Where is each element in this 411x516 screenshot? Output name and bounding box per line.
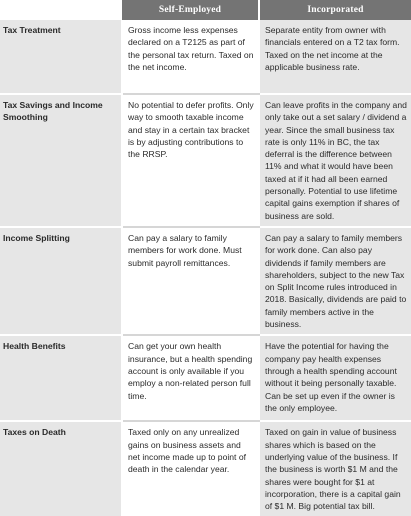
header-blank-cell bbox=[0, 0, 122, 20]
row-label: Taxes on Death bbox=[0, 421, 122, 516]
header-self-employed: Self-Employed bbox=[122, 0, 259, 20]
table-row bbox=[0, 421, 411, 516]
table-row bbox=[0, 20, 411, 94]
header-incorporated: Incorporated bbox=[259, 0, 411, 20]
row-label: Tax Treatment bbox=[0, 20, 122, 94]
table-row bbox=[0, 94, 411, 227]
incorporated-cell: Can leave profits in the company and only take out a set salary / dividend a year. Since the small business tax rate is only 11% in BC, the tax deferral is the difference between 11% and what it would have been taxed at if it had all been earned personally. Potential to use lifetime capital gains exemption if shares of business are sold. bbox=[259, 94, 411, 227]
self-employed-cell: Taxed only on any unrealized gains on business assets and net income made up to point of death in the calendar year. bbox=[122, 421, 259, 516]
self-employed-cell: Can pay a salary to family members for work done. Must submit payroll remittances. bbox=[122, 227, 259, 335]
self-employed-cell: Can get your own health insurance, but a health spending account is only available if you employ a non-related person full time. bbox=[122, 335, 259, 421]
incorporated-cell: Have the potential for having the company pay health expenses through a health spending account without it being personally taxable. Can be set up even if the owner is the only employee. bbox=[259, 335, 411, 421]
table-header-row bbox=[0, 0, 411, 20]
table-row bbox=[0, 227, 411, 335]
table-row bbox=[0, 335, 411, 421]
incorporated-cell: Taxed on gain in value of business shares which is based on the underlying value of the business. If the business is worth $1 M and the shares were bought for $1 at incorporation, there is a capital gain of $1 M. Big potential tax bill. bbox=[259, 421, 411, 516]
incorporated-cell: Separate entity from owner with financials entered on a T2 tax form. Taxed on the net income at the applicable business rate. bbox=[259, 20, 411, 94]
self-employed-cell: Gross income less expenses declared on a T2125 as part of the personal tax return. Taxed on the net income. bbox=[122, 20, 259, 94]
incorporated-cell: Can pay a salary to family members for work done. Can also pay dividends if family members are shareholders, subject to the new Tax on Split Income rules introduced in 2018. Basically, dividends are paid to family members active in the business. bbox=[259, 227, 411, 335]
row-label: Health Benefits bbox=[0, 335, 122, 421]
self-employed-cell: No potential to defer profits. Only way to smooth taxable income and stay in a certain tax bracket is by adjusting contributions to the RRSP. bbox=[122, 94, 259, 227]
row-label: Income Splitting bbox=[0, 227, 122, 335]
row-label: Tax Savings and Income Smoothing bbox=[0, 94, 122, 227]
